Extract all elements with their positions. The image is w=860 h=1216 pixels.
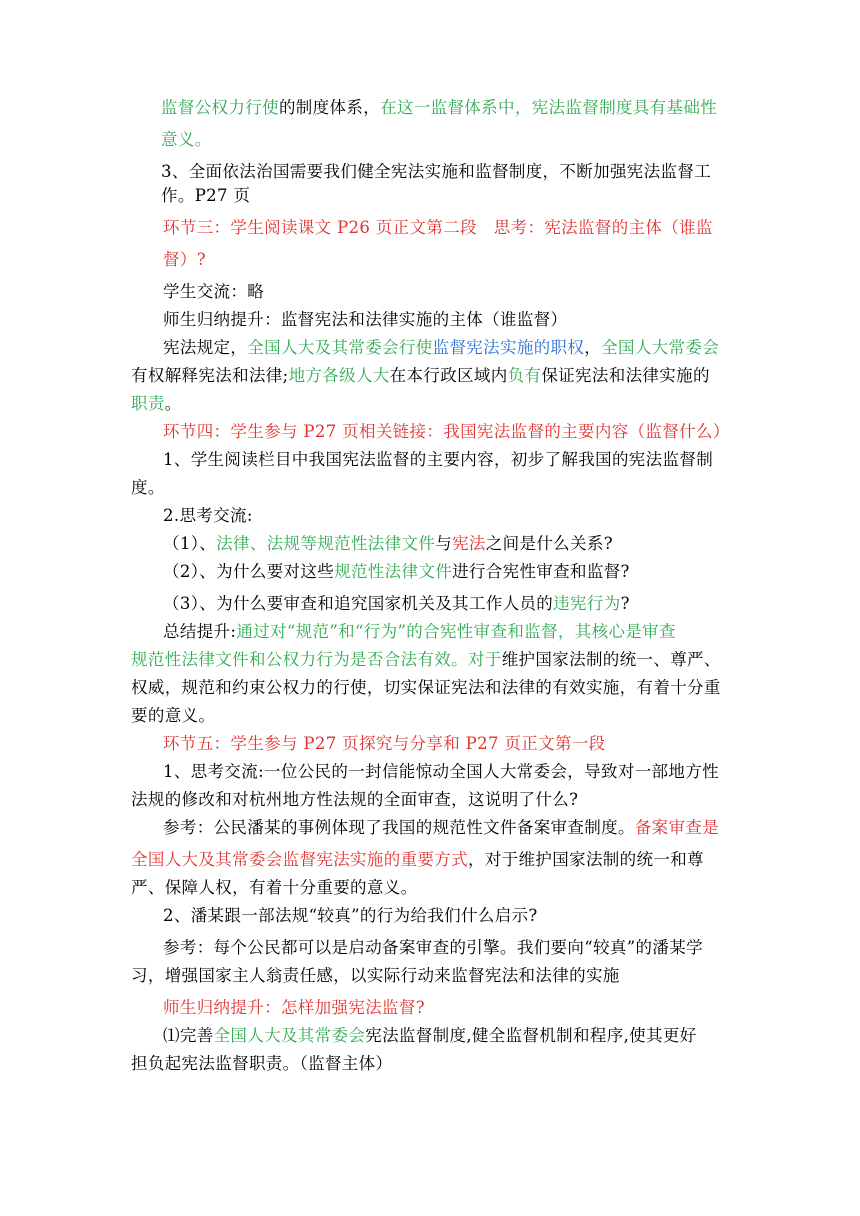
text-run: 保证宪法和法律实施的 xyxy=(541,366,710,385)
text-line xyxy=(163,250,206,270)
text-run: 。 xyxy=(164,394,182,413)
text-line xyxy=(131,678,721,698)
text-run: 全国人大及其常委会行使 xyxy=(247,338,433,357)
text-run: 监督宪法实施的职权 xyxy=(432,338,585,357)
text-run: 宪法监督制度,健全监督机制和程序,使其更好 xyxy=(365,1026,697,1045)
text-line xyxy=(161,98,717,118)
text-run: 进行合宪性审查和监督? xyxy=(452,562,630,581)
text-run: 备案审查是 xyxy=(634,818,720,837)
text-run: 维护国家法制的统一、尊严、 xyxy=(501,650,721,669)
text-run: 有权解释宪法和法律; xyxy=(131,366,289,385)
text-run: 师生归纳提升：怎样加强宪法监督? xyxy=(163,998,425,1017)
text-line xyxy=(131,878,417,898)
text-line xyxy=(163,938,703,958)
text-run: 全国人大常委会 xyxy=(601,338,720,357)
text-line xyxy=(131,706,215,726)
text-line xyxy=(163,338,719,358)
text-line xyxy=(161,186,250,206)
text-run: ? xyxy=(620,594,630,613)
text-run: 作。P27 页 xyxy=(161,186,251,205)
text-run: 总结提升: xyxy=(163,622,237,641)
text-run: 法律、法规等规范性法律文件 xyxy=(216,534,436,553)
text-line xyxy=(131,366,710,386)
text-run: 法规的修改和对杭州地方性法规的全面审查，这说明了什么? xyxy=(131,790,579,809)
text-run: 违宪行为 xyxy=(553,594,621,613)
text-run: 1、学生阅读栏目中我国宪法监督的主要内容，初步了解我国的宪法监督制 xyxy=(163,450,714,469)
text-line xyxy=(131,966,620,986)
text-run: 环节三：学生阅读课文 P26 页正文第二段 思考：宪法监督的主体（谁监 xyxy=(163,218,713,237)
text-line xyxy=(161,130,212,150)
text-line xyxy=(163,450,713,470)
text-line xyxy=(163,906,538,926)
text-line xyxy=(163,734,606,754)
text-run: 1、思考交流:一位公民的一封信能惊动全国人大常委会，导致对一部地方性 xyxy=(163,762,719,781)
text-line xyxy=(163,422,730,442)
text-run: 通过对“规范”和“行为”的合宪性审查和监督，其核心是审查 xyxy=(236,622,676,641)
text-run: 学生交流：略 xyxy=(163,282,265,301)
text-line xyxy=(163,622,676,642)
text-line xyxy=(131,650,721,670)
text-run: 地方各级人大 xyxy=(288,366,390,385)
text-line xyxy=(163,998,425,1018)
text-run: 担负起宪法监督职责。（监督主体） xyxy=(131,1054,393,1073)
text-run: 意义。 xyxy=(161,130,212,149)
text-run: 的制度体系， xyxy=(278,98,381,117)
text-run: 全国人大及其常委会 xyxy=(213,1026,366,1045)
text-run: 全国人大及其常委会监督宪法实施的重要方式 xyxy=(131,850,468,869)
text-run: 严、保障人权，有着十分重要的意义。 xyxy=(131,878,418,897)
text-line xyxy=(163,818,719,838)
text-line xyxy=(161,162,711,182)
text-run: （2）、为什么要对这些 xyxy=(163,562,335,581)
text-line xyxy=(163,310,567,330)
text-run: 环节四：学生参与 P27 页相关链接：我国宪法监督的主要内容（监督什么） xyxy=(163,422,730,441)
text-run: 习，增强国家主人翁责任感，以实际行动来监督宪法和法律的实施 xyxy=(131,966,620,985)
text-line xyxy=(131,850,704,870)
text-run: （3）、为什么要审查和追究国家机关及其工作人员的 xyxy=(163,594,554,613)
text-line xyxy=(163,594,630,614)
text-run: 环节五：学生参与 P27 页探究与分享和 P27 页正文第一段 xyxy=(163,734,606,753)
text-run: 度。 xyxy=(131,478,165,497)
text-line xyxy=(163,218,713,238)
text-run: 规范性法律文件 xyxy=(334,562,453,581)
text-run: 督）? xyxy=(163,250,206,269)
text-run: 负有 xyxy=(507,366,542,385)
text-run: 规范性法律文件和公权力行为是否合法有效。对于 xyxy=(131,650,502,669)
text-run: 在这一监督体系中，宪法监督制度具有基础性 xyxy=(380,98,718,117)
text-run: 要的意义。 xyxy=(131,706,216,725)
text-run: 之间是什么关系? xyxy=(485,534,613,553)
text-run: 职责 xyxy=(131,394,165,413)
text-line xyxy=(163,1026,697,1046)
text-line xyxy=(163,562,630,582)
text-run: 权威，规范和约束公权力的行使，切实保证宪法和法律的有效实施，有着十分重 xyxy=(131,678,721,697)
text-line xyxy=(131,1054,392,1074)
text-run: 宪法 xyxy=(452,534,486,553)
text-run: ， xyxy=(584,338,602,357)
text-run: （1）、 xyxy=(163,534,217,553)
text-line xyxy=(163,534,613,554)
text-run: 监督公权力行使 xyxy=(161,98,279,117)
text-line xyxy=(131,790,578,810)
text-run: 2、潘某跟一部法规“较真”的行为给我们什么启示? xyxy=(163,906,538,925)
text-line xyxy=(131,478,165,498)
text-run: ⑴完善 xyxy=(163,1026,214,1045)
text-run: 宪法规定， xyxy=(163,338,248,357)
text-run: 在本行政区域内 xyxy=(389,366,508,385)
text-run: 与 xyxy=(435,534,453,553)
text-run: 参考：每个公民都可以是启动备案审查的引擎。我们要向“较真”的潘某学 xyxy=(163,938,703,957)
text-line xyxy=(163,282,264,302)
text-run: 3、全面依法治国需要我们健全宪法实施和监督制度，不断加强宪法监督工 xyxy=(161,162,712,181)
text-run: 参考：公民潘某的事例体现了我国的规范性文件备案审查制度。 xyxy=(163,818,635,837)
text-line xyxy=(163,762,719,782)
text-run: 2.思考交流: xyxy=(163,506,253,525)
text-run: ，对于维护国家法制的统一和尊 xyxy=(468,850,704,869)
text-line xyxy=(163,506,253,526)
text-line xyxy=(131,394,182,414)
text-run: 师生归纳提升：监督宪法和法律实施的主体（谁监督） xyxy=(163,310,568,329)
